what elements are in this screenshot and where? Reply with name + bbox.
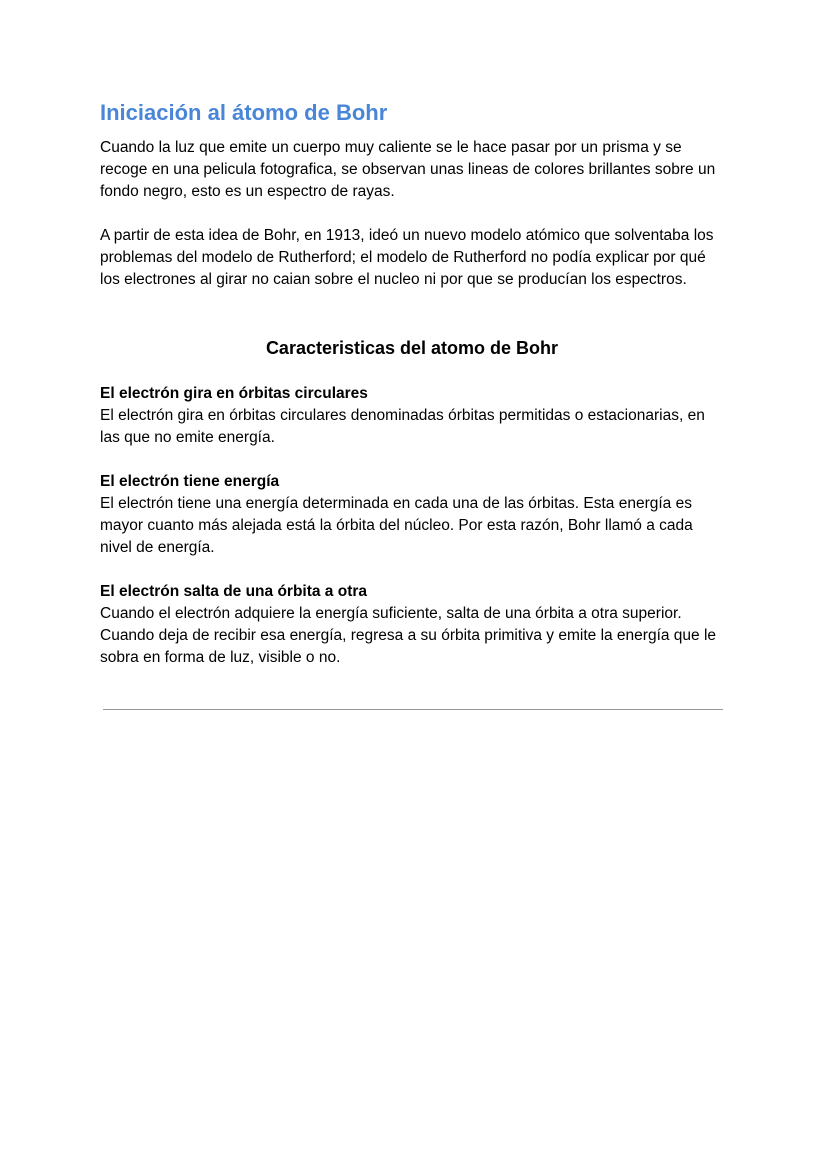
feature-heading: El electrón tiene energía [100, 473, 280, 490]
horizontal-divider [103, 709, 723, 710]
feature-text: El electrón gira en órbitas circulares denominadas órbitas permitidas o estacionarias, en las que no emite energía. [100, 407, 705, 446]
feature-text: El electrón tiene una energía determinada en cada una de las órbitas. Esta energía es mayor cuanto más alejada está la órbita del núcleo. Por esta razón, Bohr llamó a cada nivel de energía. [100, 495, 693, 556]
feature-block [100, 471, 724, 559]
document-title: Iniciación al átomo de Bohr [100, 100, 388, 125]
intro-paragraph: A partir de esta idea de Bohr, en 1913, ideó un nuevo modelo atómico que solventaba los problemas del modelo de Rutherford; el modelo de Rutherford no podía explicar por qué los electrones al girar no caian sobre el nucleo ni por que se producían los espectros. [100, 227, 714, 288]
feature-heading: El electrón gira en órbitas circulares [100, 385, 368, 402]
feature-text: Cuando el electrón adquiere la energía suficiente, salta de una órbita a otra superior. Cuando deja de recibir esa energía, regresa a su órbita primitiva y emite la energía que le sobra en forma de luz, visible o no. [100, 605, 717, 666]
feature-block [100, 581, 724, 669]
document-page [100, 98, 724, 691]
section-title: Caracteristicas del atomo de Bohr [265, 338, 559, 358]
feature-heading: El electrón salta de una órbita a otra [100, 583, 368, 600]
intro-paragraph: Cuando la luz que emite un cuerpo muy caliente se le hace pasar por un prisma y se recoge en una pelicula fotografica, se observan unas lineas de colores brillantes sobre un fondo negro, esto es un espectro de rayas. [100, 139, 716, 200]
feature-block [100, 383, 724, 449]
